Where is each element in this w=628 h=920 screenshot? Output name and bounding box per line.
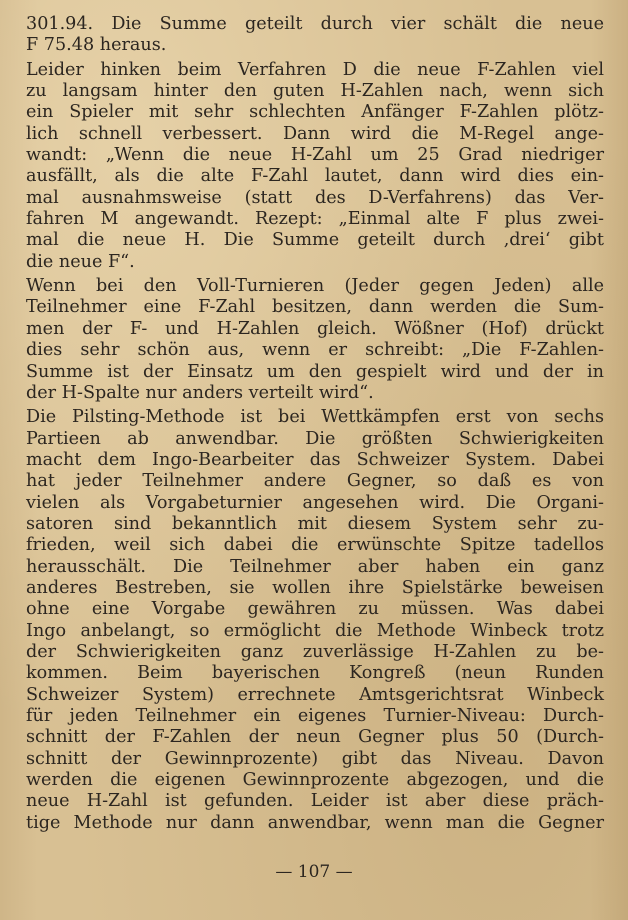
text-line: men der F- und H-Zahlen gleich. Wößner (Hof) drückt [26, 318, 604, 339]
paragraph-4 [26, 407, 604, 834]
text-line: Leider hinken beim Verfahren D die neue F-Zahlen viel [26, 59, 604, 80]
text-line: die neue F“. [26, 251, 135, 272]
text-line: ein Spieler mit sehr schlechten Anfänger F-Zahlen plötz- [26, 102, 604, 123]
text-line: tige Methode nur dann anwendbar, wenn man die Gegner [26, 812, 604, 833]
text-line: der H-Spalte nur anders verteilt wird“. [26, 382, 374, 403]
text-line: zu langsam hinter den guten H-Zahlen nach, wenn sich [26, 81, 604, 102]
text-line: schnitt der F-Zahlen der neun Gegner plus 50 (Durch- [26, 727, 604, 748]
text-line: neue H-Zahl ist gefunden. Leider ist aber diese präch- [26, 791, 604, 812]
text-line: der Schwierigkeiten ganz zuverlässige H-Zahlen zu be- [26, 641, 604, 662]
text-line: macht dem Ingo-Bearbeiter das Schweizer System. Dabei [26, 449, 604, 470]
text-line: schnitt der Gewinnprozente) gibt das Niveau. Davon [26, 748, 604, 769]
paragraph-2 [26, 60, 604, 273]
text-line: anderes Bestreben, sie wollen ihre Spielstärke beweisen [26, 577, 604, 598]
text-line: dies sehr schön aus, wenn er schreibt: „Die F-Zahlen- [26, 340, 604, 361]
text-line: werden die eigenen Gewinnprozente abgezogen, und die [26, 770, 604, 791]
text-line: Summe ist der Einsatz um den gespielt wird und der in [26, 361, 604, 382]
text-line: vielen als Vorgabeturnier angesehen wird. Die Organi- [26, 492, 604, 513]
body-text [26, 14, 604, 837]
text-line: Ingo anbelangt, so ermöglicht die Methode Winbeck trotz [26, 620, 604, 641]
text-line: Wenn bei den Voll-Turnieren (Jeder gegen Jeden) alle [26, 276, 604, 297]
paragraph-3 [26, 276, 604, 404]
text-line: frieden, weil sich dabei die erwünschte Spitze tadellos [26, 535, 604, 556]
text-line: kommen. Beim bayerischen Kongreß (neun Runden [26, 663, 604, 684]
text-line: Schweizer System) errechnete Amtsgerichtsrat Winbeck [26, 684, 604, 705]
text-line: 301.94. Die Summe geteilt durch vier schält die neue [26, 14, 604, 34]
text-line: ausfällt, als die alte F-Zahl lautet, dann wird dies ein- [26, 166, 604, 187]
text-line: mal die neue H. Die Summe geteilt durch ‚drei‘ gibt [26, 230, 604, 251]
text-line: herausschält. Die Teilnehmer aber haben ein ganz [26, 556, 604, 577]
text-line: fahren M angewandt. Rezept: „Einmal alte F plus zwei- [26, 209, 604, 230]
text-line: Die Pilsting-Methode ist bei Wettkämpfen erst von sechs [26, 407, 604, 428]
text-line: für jeden Teilnehmer ein eigenes Turnier-Niveau: Durch- [26, 706, 604, 726]
page-number: — 107 — [275, 862, 353, 882]
text-line: hat jeder Teilnehmer andere Gegner, so daß es von [26, 471, 604, 492]
text-line: Partieen ab anwendbar. Die größten Schwierigkeiten [26, 428, 604, 449]
text-line: Teilnehmer eine F-Zahl besitzen, dann werden die Sum- [26, 297, 604, 318]
text-line: ohne eine Vorgabe gewähren zu müssen. Was dabei [26, 599, 604, 620]
text-line: lich schnell verbessert. Dann wird die M-Regel ange- [26, 123, 604, 144]
text-line: satoren sind bekanntlich mit diesem System sehr zu- [26, 513, 604, 534]
text-line: wandt: „Wenn die neue H-Zahl um 25 Grad niedriger [26, 145, 604, 166]
text-line: mal ausnahmsweise (statt des D-Verfahrens) das Ver- [26, 187, 604, 208]
text-line: F 75.48 heraus. [26, 35, 167, 56]
paragraph-1 [26, 14, 604, 57]
